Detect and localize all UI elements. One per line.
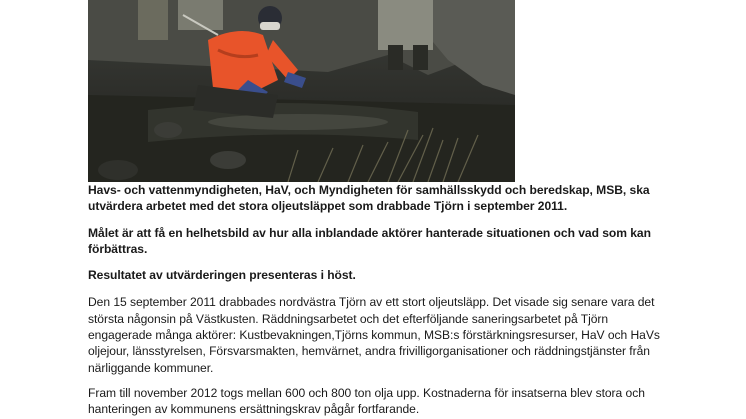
article-lead: Havs- och vattenmyndigheten, HaV, och Myndigheten för samhällsskydd och beredskap, MSB, ska utvärdera arbetet med det stora oljeutsläppet som drabbade Tjörn i september 2011. (88, 183, 650, 214)
article-photo (88, 0, 515, 182)
oil-cleanup-illustration (88, 0, 515, 182)
article-goal: Målet är att få en helhetsbild av hur alla inblandade aktörer hanterade situationen och vad som kan förbättras. (88, 225, 651, 256)
article-body (88, 182, 668, 418)
article-result: Resultatet av utvärderingen presenteras i höst. (88, 268, 356, 283)
article-paragraph-2: Fram till november 2012 togs mellan 600 och 800 ton olja upp. Kostnaderna för insatserna blev stora och hanteringen av kommunens ersättningskrav pågår fortfarande. (88, 385, 645, 417)
article-paragraph-1: Den 15 september 2011 drabbades nordvästra Tjörn av ett stort oljeutsläpp. Det visade sig senare vara det största någonsin på Västkusten. Räddningsarbetet och det efterföljande saneringsarbetet på Tjörn engagerade många aktörer: Kustbevakningen,Tjörns kommun, MSB:s förstärkningsresurser, HaV och HaVs oljejour, länsstyrelsen, Försvarsmakten, hemvärnet, andra frivilligorganisationer och räddningstjänster från närliggande kommuner. (88, 295, 660, 375)
